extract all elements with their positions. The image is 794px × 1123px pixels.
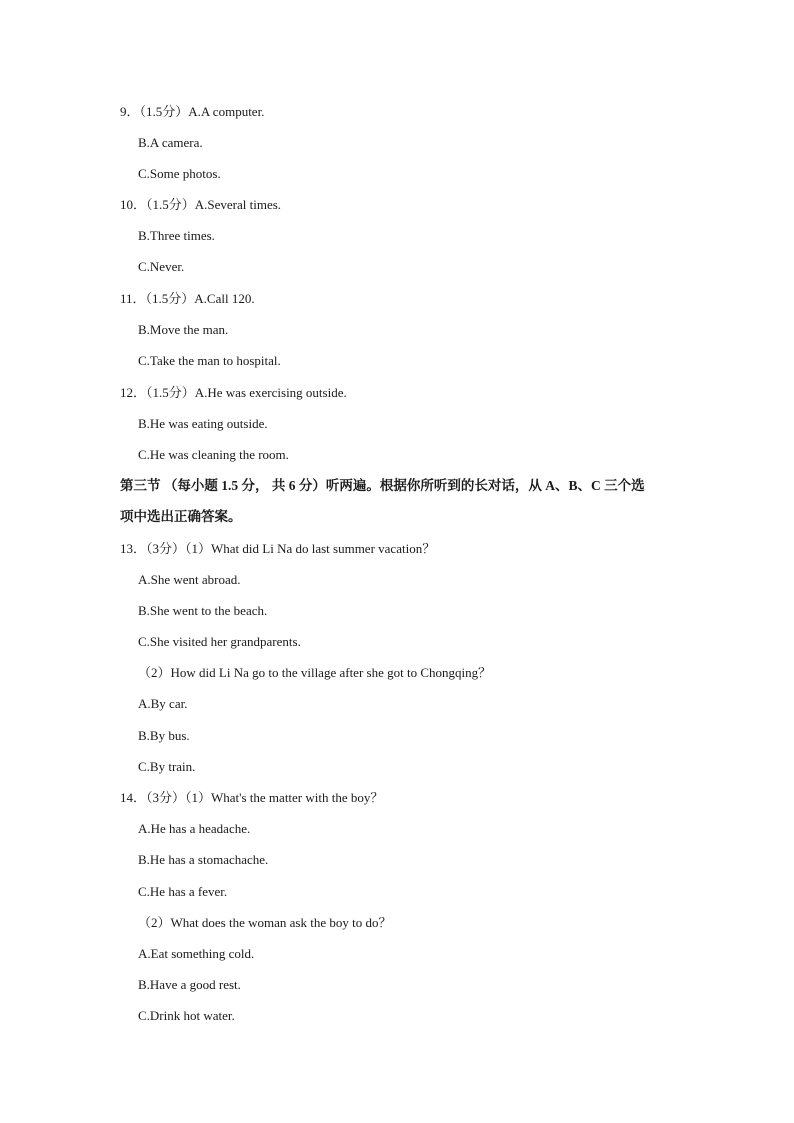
- section-3-heading-line-1: 第三节 （每小题 1.5 分， 共 6 分）听两遍。根据你所听到的长对话，从 A、B、C 三个选: [120, 478, 645, 493]
- section-3-heading-line-2: 项中选出正确答案。: [120, 509, 242, 524]
- question-12-option-b: B.He was eating outside.: [138, 416, 268, 431]
- question-10-option-c: C.Never.: [138, 259, 185, 274]
- question-13-1-option-c: C.She visited her grandparents.: [138, 634, 301, 649]
- question-14-stem: 14．（3分）（1）What's the matter with the boy？: [120, 790, 384, 805]
- question-12-stem: 12．（1.5分）A.He was exercising outside.: [120, 385, 347, 400]
- question-9-option-b: B.A camera.: [138, 135, 203, 150]
- question-13-2-option-b: B.By bus.: [138, 728, 190, 743]
- question-13-stem: 13．（3分）（1）What did Li Na do last summer vacation？: [120, 541, 436, 556]
- question-14-1-option-a: A.He has a headache.: [138, 821, 251, 836]
- question-12-option-c: C.He was cleaning the room.: [138, 447, 289, 462]
- question-14-1-option-b: B.He has a stomachache.: [138, 852, 269, 867]
- question-13-1-option-b: B.She went to the beach.: [138, 603, 268, 618]
- question-14-1-option-c: C.He has a fever.: [138, 884, 228, 899]
- question-11-option-c: C.Take the man to hospital.: [138, 353, 281, 368]
- question-10-stem: 10．（1.5分）A.Several times.: [120, 197, 282, 212]
- question-9-option-c: C.Some photos.: [138, 166, 221, 181]
- question-11-stem: 11．（1.5分）A.Call 120.: [120, 291, 255, 306]
- question-14-2-option-b: B.Have a good rest.: [138, 977, 241, 992]
- question-13-2-option-c: C.By train.: [138, 759, 196, 774]
- question-9-stem: 9．（1.5分）A.A computer.: [120, 104, 265, 119]
- question-13-1-option-a: A.She went abroad.: [138, 572, 241, 587]
- question-11-option-b: B.Move the man.: [138, 322, 229, 337]
- question-14-2-option-a: A.Eat something cold.: [138, 946, 255, 961]
- question-14-sub-2-stem: （2）What does the woman ask the boy to do？: [138, 915, 392, 930]
- question-10-option-b: B.Three times.: [138, 228, 215, 243]
- question-14-2-option-c: C.Drink hot water.: [138, 1008, 235, 1023]
- question-13-2-option-a: A.By car.: [138, 696, 188, 711]
- question-13-sub-2-stem: （2）How did Li Na go to the village after she got to Chongqing？: [138, 665, 492, 680]
